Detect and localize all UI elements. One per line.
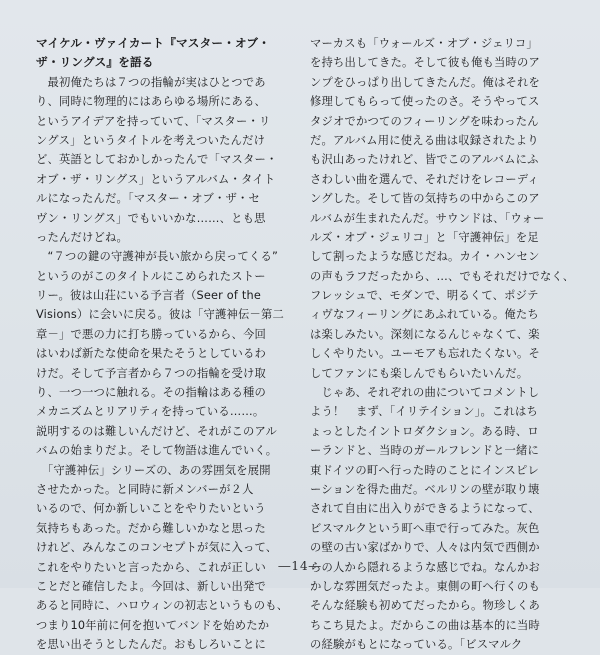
body-text-line: 修理してもらって使ったのさ。そうやってス bbox=[310, 95, 540, 109]
article-heading-line: マイケル・ヴァイカート『マスター・オブ・ bbox=[36, 36, 271, 50]
body-text-line: の声もラフだったから、…、でもそれだけでなく、 bbox=[310, 269, 575, 283]
body-text-line: というアイデアを持っていて、「マスター・リ bbox=[36, 114, 271, 128]
body-text-line: Visions）に会いに戻る。彼は「守護神伝－第二 bbox=[36, 308, 284, 322]
body-text-line: フレッシュで、モダンで、明るくて、ポジテ bbox=[310, 289, 539, 303]
body-text-line: して割ったような感じだね。カイ・ハンセン bbox=[310, 250, 540, 264]
body-text-line: ちこち見たよ。だからこの曲は基本的に当時 bbox=[310, 618, 540, 632]
body-text-line: ンプをひっぱり出してきたんだ。俺はそれを bbox=[310, 75, 540, 89]
body-text-line: ィヴなフィーリングにあふれている。俺たち bbox=[310, 308, 539, 322]
body-text-line: させたかった。と同時に新メンバーが２人 bbox=[36, 482, 254, 496]
body-text-line: ーランドと、当時のガールフレンドと一緒に bbox=[310, 444, 539, 458]
body-text-line: さわしい曲を選んで、それだけをレコーディ bbox=[310, 172, 539, 186]
page-number: ―14― bbox=[278, 559, 322, 573]
body-text-line: ルバムが生まれたんだ。サウンドは、「ウォー bbox=[310, 211, 545, 225]
article-heading-line: ザ・リングス』を語る bbox=[36, 55, 154, 70]
body-text-line: の経験がもとになっている。「ビスマルク bbox=[310, 638, 523, 652]
body-text-line: いるので、何か新しいことをやりたいという bbox=[36, 502, 266, 516]
body-text-line: は楽しみたい。深刻になるんじゃなくて、楽 bbox=[310, 327, 540, 341]
body-text-line: ングス」というタイトルを考えついたんだけ bbox=[36, 133, 266, 147]
body-text-line: してファンにも楽しんでもらいたいんだ。 bbox=[310, 366, 529, 380]
body-text-line: 説明するのは難しいんだけど、それがこのアル bbox=[36, 424, 277, 438]
body-text-line: も沢山あったけれど、皆でこのアルバムにふ bbox=[310, 153, 539, 167]
body-text-line: そんな経験も初めてだったから。物珍しくあ bbox=[310, 599, 540, 613]
body-text-line: これをやりたいと言ったから、これが正しい bbox=[36, 560, 266, 574]
body-text-line: オブ・ザ・リングス」というアルバム・タイト bbox=[36, 172, 276, 186]
body-text-line: の壁の古い家ばかりで、人々は内気で西側か bbox=[310, 541, 540, 555]
body-text-line: ど、英語としておかしかったんで「マスター・ bbox=[36, 153, 278, 167]
body-text-line: かしな雰囲気だったよ。東側の町へ行くのも bbox=[310, 579, 540, 593]
body-text-line: ーションを得た曲だ。ベルリンの壁が取り壊 bbox=[310, 482, 540, 496]
body-text-line: 章－」で悪の力に打ち勝っているから、今回 bbox=[36, 327, 266, 341]
body-text-line: らの人から隠れるような感じでね。なんかお bbox=[310, 560, 540, 574]
body-text-line: けだ。そして予言者から７つの指輪を受け取 bbox=[36, 366, 266, 380]
body-text-line: ビスマルクという町へ車で行ってみた。灰色 bbox=[310, 521, 540, 535]
body-text-line: ったんだけどね。 bbox=[36, 230, 128, 244]
body-text-line: を思い出そうとしたんだ。おもしろいことに bbox=[36, 638, 266, 652]
body-text-line: だ。アルバム用に使える曲は収録されたより bbox=[310, 133, 539, 147]
body-text-line: はいわば新たな使命を果たそうとしているわ bbox=[36, 347, 266, 361]
body-text-line: ことだと確信したよ。今回は、新しい出発で bbox=[36, 579, 266, 593]
body-text-line: マーカスも「ウォールズ・オブ・ジェリコ」 bbox=[310, 37, 538, 50]
body-text-line: り、同時に物理的にはあらゆる場所にある、 bbox=[36, 95, 266, 109]
body-text-line: 気持ちもあった。だから難しいかなと思った bbox=[36, 521, 266, 535]
body-text-line: しくやりたい。ユーモアも忘れたくない。そ bbox=[310, 347, 540, 361]
body-text-line: リー。彼は山荘にいる予言者（Seer of the bbox=[36, 289, 262, 303]
body-text-line: 東ドイツの町へ行った時のことにインスピレ bbox=[310, 463, 540, 477]
body-text-line: 「守護神伝」シリーズの、あの雰囲気を展開 bbox=[36, 463, 271, 477]
body-text-line: よう！ まず、「イリテイション」。これはち bbox=[310, 405, 538, 419]
body-text-line: けれど、みんなこのコンセプトが気に入って、 bbox=[36, 541, 278, 555]
body-text-line: り、一つ一つに触れる。その指輪はある種の bbox=[36, 386, 266, 400]
body-text-line: ルになったんだ。「マスター・オブ・ザ・セ bbox=[36, 192, 260, 206]
body-text-line: ヴン・リングス」でもいいかな……、とも思 bbox=[36, 211, 266, 225]
body-text-line: あると同時に、ハロウィンの初志というものも、 bbox=[36, 599, 289, 613]
body-text-line: じゃあ、それぞれの曲についてコメントし bbox=[310, 386, 540, 400]
body-text-line: “７つの鍵の守護神が長い旅から戻ってくる” bbox=[36, 250, 279, 264]
body-text-line: バムの始まりだよ。そして物語は進んでいく。 bbox=[36, 444, 278, 458]
body-text-line: 最初俺たちは７つの指輪が実はひとつであ bbox=[36, 75, 266, 89]
body-text-line: つまり10年前に何を抱いてバンドを始めたか bbox=[36, 618, 270, 632]
body-text-line: ングした。そして皆の気持ちの中からこのア bbox=[310, 192, 540, 206]
body-text-line: タジオでかつてのフィーリングを味わったん bbox=[310, 114, 539, 128]
body-text-line: ょっとしたイントロダクション。ある時、ロ bbox=[310, 424, 539, 438]
body-text-line: されて自由に出入りができるようになって、 bbox=[310, 502, 540, 516]
body-text-line: ルズ・オブ・ジェリコ」と「守護神伝」を足 bbox=[310, 230, 539, 244]
body-text-line: メカニズムとリアリティを持っている……。 bbox=[36, 405, 265, 419]
body-text-line: というのがこのタイトルにこめられたストー bbox=[36, 269, 266, 283]
body-text-line: を持ち出してきた。そして彼も俺も当時のア bbox=[310, 56, 540, 70]
